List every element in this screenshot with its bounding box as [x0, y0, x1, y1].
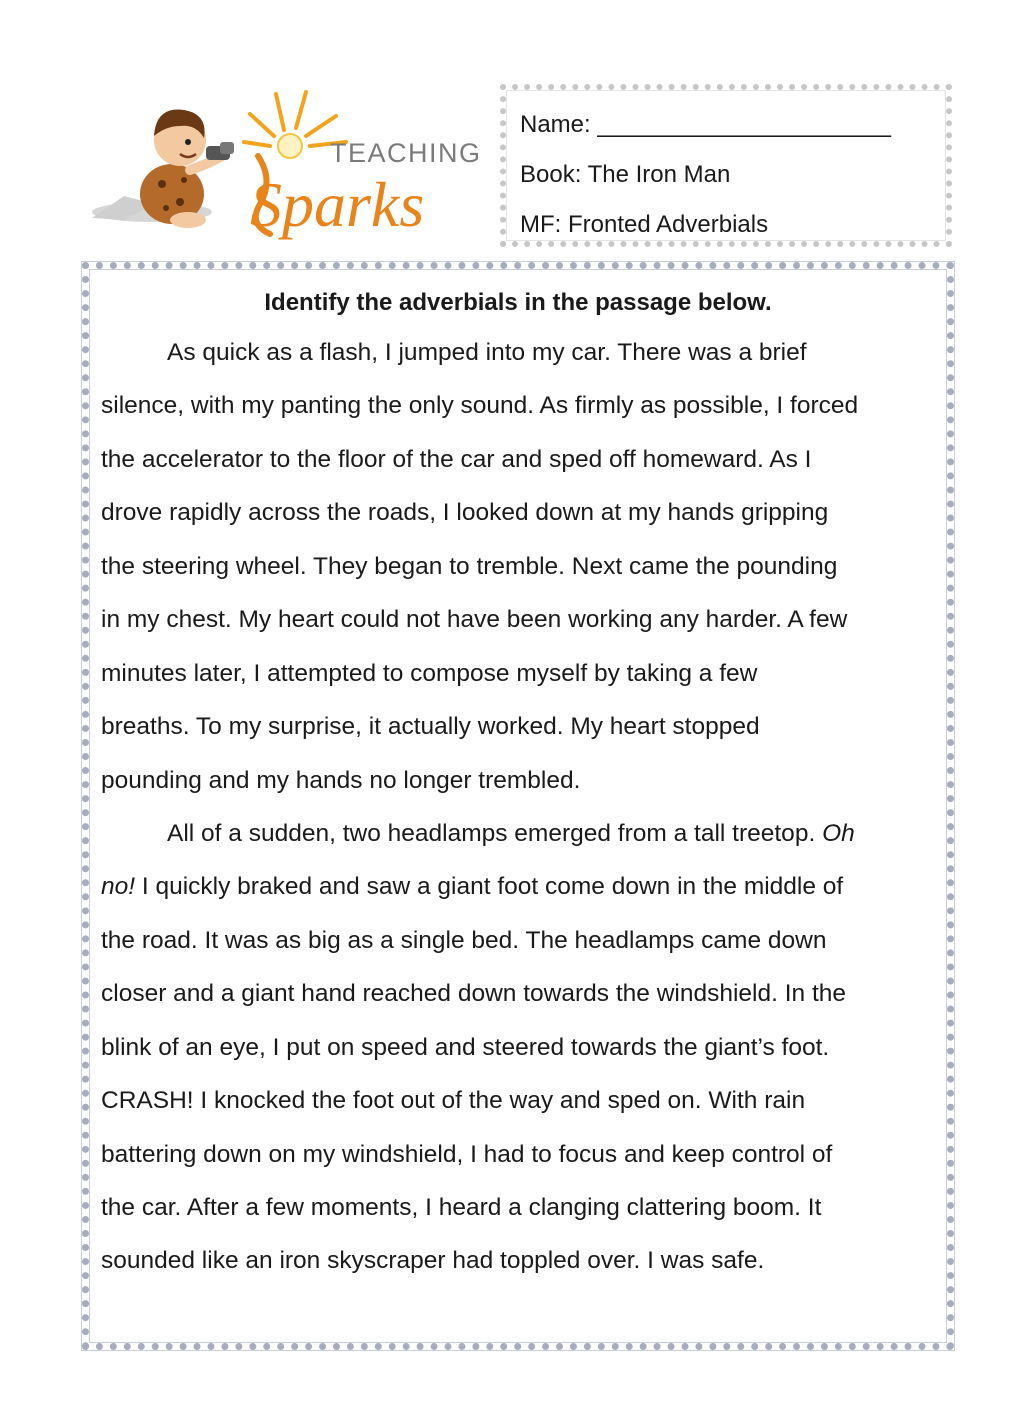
instruction-heading: Identify the adverbials in the passage below. [264, 289, 772, 316]
italic-text: Oh [822, 819, 855, 847]
passage-line [101, 333, 941, 386]
passage-line-text: in my chest. My heart could not have been working any harder. A few [101, 606, 848, 634]
teaching-sparks-logo [84, 84, 484, 244]
passage-line [101, 867, 941, 920]
passage-line-text: All of a sudden, two headlamps emerged from a tall treetop. [167, 819, 823, 847]
passage-line-text: minutes later, I attempted to compose myself by taking a few [101, 659, 758, 687]
passage-line [101, 1081, 941, 1134]
passage-line [101, 1188, 941, 1241]
passage-line [101, 761, 941, 814]
passage-text [101, 333, 941, 1295]
passage-line-text: I quickly braked and saw a giant foot come down in the middle of [135, 873, 844, 901]
passage-line-text: the road. It was as big as a single bed. The headlamps came down [101, 926, 827, 954]
name-line[interactable] [520, 100, 946, 150]
passage-line [101, 814, 941, 867]
passage-line [101, 600, 941, 653]
passage-line-text: the accelerator to the floor of the car and sped off homeward. As I [101, 445, 812, 473]
passage-line [101, 974, 941, 1027]
passage-line [101, 921, 941, 974]
passage-line [101, 440, 941, 493]
passage-line [101, 1028, 941, 1081]
passage-line-text: the steering wheel. They began to tremble. Next came the pounding [101, 552, 838, 580]
passage-line [101, 1135, 941, 1188]
passage-line [101, 707, 941, 760]
passage-line [101, 1241, 941, 1294]
passage-line-text: silence, with my panting the only sound. As firmly as possible, I forced [101, 392, 859, 420]
passage-line-text: the car. After a few moments, I heard a clanging clattering boom. It [101, 1194, 822, 1221]
name-label: Name: [520, 111, 591, 138]
italic-text: no! [101, 873, 136, 901]
passage-line [101, 386, 941, 439]
passage-line-text: CRASH! I knocked the foot out of the way and sped on. With rain [101, 1087, 806, 1115]
passage-box [82, 262, 954, 1350]
passage-line-text: blink of an eye, I put on speed and steered towards the giant’s foot. [101, 1033, 830, 1061]
logo-graphic [84, 84, 484, 244]
name-blank[interactable]: ______________________ [597, 111, 892, 138]
passage-line [101, 493, 941, 546]
passage-line [101, 547, 941, 600]
logo-teaching-text: TEACHING [330, 138, 482, 168]
logo-sparks-text: Sparks [250, 169, 425, 240]
passage-line-text: closer and a giant hand reached down towards the windshield. In the [101, 980, 847, 1008]
passage-line-text: As quick as a flash, I jumped into my car. There was a brief [167, 339, 807, 366]
book-line: Book: The Iron Man [520, 161, 731, 188]
passage-line-text: battering down on my windshield, I had to focus and keep control of [101, 1140, 833, 1168]
passage-line-text: pounding and my hands no longer trembled. [101, 766, 581, 794]
mf-line: MF: Fronted Adverbials [520, 211, 769, 238]
passage-line [101, 654, 941, 707]
passage-line-text: breaths. To my surprise, it actually worked. My heart stopped [101, 713, 760, 741]
student-info-box [500, 84, 952, 247]
passage-line-text: drove rapidly across the roads, I looked down at my hands gripping [101, 499, 829, 527]
passage-line-text: sounded like an iron skyscraper had toppled over. I was safe. [101, 1247, 765, 1275]
